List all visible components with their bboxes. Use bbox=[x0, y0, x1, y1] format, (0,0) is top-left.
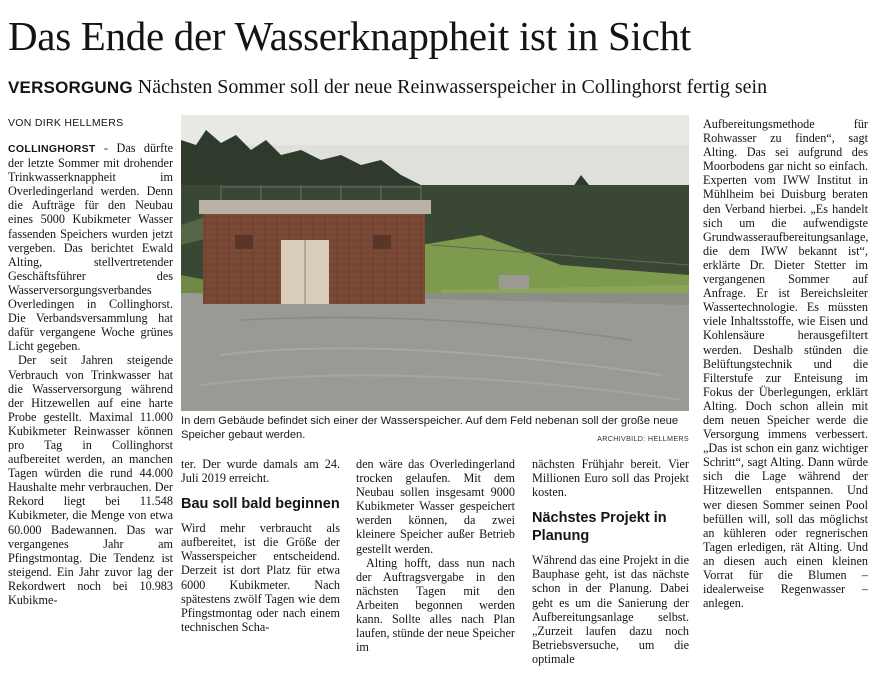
byline: VON DIRK HELLMERS bbox=[8, 117, 124, 129]
paragraph: Während das eine Projekt in die Bauphase geht, ist das nächste schon in der Planung. Dabei geht es um die Sanierung der Aufbereitungsanlage selbst. „Zurzeit laufen dazu noch Betriebsversuche, um die optimale bbox=[532, 553, 689, 666]
paragraph: den wäre das Overledingerland trocken gelaufen. Mit dem Neubau sollen insgesamt 9000 Kubikmeter Wasser gespeichert werden können, da zwei kleinere Speicher außer Betrieb gestellt werden. bbox=[356, 457, 515, 556]
paragraph: nächsten Frühjahr bereit. Vier Millionen Euro soll das Projekt kosten. bbox=[532, 457, 689, 500]
article-column-3 bbox=[356, 457, 515, 686]
paragraph: Der seit Jahren steigende Verbrauch von Trinkwasser hat die Wasserversorgung während der Hitzewellen auf eine harte Probe gestellt. Maximal 11.000 Kubikmeter Reinwasser können pro Tag in Collinghorst aufbereitet werden, an manchen Tagen würden die rund 44.000 Haushalte mehr verbrauchen. Der Rekord liegt bei 11.548 Kubikmeter, die Menge von etwa 60.000 Badewannen. Das war vergangenes Jahr am Pfingstmontag. Die Tendenz ist steigend. Ein Jahr zuvor lag der Rekordwert noch bei 10.983 Kubikme- bbox=[8, 353, 173, 607]
paragraph bbox=[8, 141, 173, 353]
subheadline-line bbox=[8, 74, 870, 101]
dateline: COLLINGHORST bbox=[8, 143, 96, 155]
paragraph: Alting hofft, dass nun nach der Auftragsvergabe in den nächsten Tagen mit den Arbeiten begonnen werden kann. Sollte alles nach Plan laufen, stünde der neue Speicher im bbox=[356, 555, 515, 655]
water-reservoir-building-photo bbox=[181, 115, 689, 411]
kicker: VERSORGUNG bbox=[8, 78, 133, 97]
section-heading: Nächstes Projekt in Planung bbox=[532, 510, 667, 545]
paragraph: Wird mehr verbraucht als aufbereitet, ist die Größe der Wasserspeicher entscheidend. Derzeit ist dort Platz für etwa 6000 Kubikmeter. Nach spätestens zwölf Tagen wie dem Pfingstmontag oder nach einem technischen Scha- bbox=[181, 521, 340, 634]
paragraph: ter. Der wurde damals am 24. Juli 2019 erreicht. bbox=[181, 457, 340, 486]
article-column-5 bbox=[703, 117, 868, 686]
subheadline: Nächsten Sommer soll der neue Reinwasserspeicher in Collinghorst fertig sein bbox=[137, 76, 768, 98]
article-photo bbox=[181, 115, 689, 411]
article-column-1 bbox=[8, 141, 173, 686]
article-column-2 bbox=[181, 457, 340, 686]
paragraph: Aufbereitungsmethode für Rohwasser zu finden“, sagt Alting. Das sei aufgrund des Moorbodens gar nicht so einfach. Experten vom IWW Institut in Mühlheim bei Duisburg beraten den Verband hierbei. „Es handelt sich um die aufwendigste Grundwasseraufbereitungsanlage, die dem IWW bekannt ist“, erklärte Dr. Dieter Stetter im vergangenen Sommer auf Anfrage. Er ist Bereichsleiter Wassertechnologie. Es müssten viele Inhaltsstoffe, wie Eisen und Kohlensäure herausgefiltert werden. Deshalb stünden die Belüftungstechnik und die Filterstufe zur Enteisung im Fokus der Überlegungen, erklärt Alting. Doch schon allein mit dem neuen Speicher werde die Versorgung immens verbessert. „Das ist schon ein ganz wichtiger Schritt“, sagt Alting. Dann würde sich die Lage während der Hitzewellen entspannen. Und wer diesen Sommer seinen Pool befüllen will, soll das möglichst an kühleren oder regnerischen Tagen erledigen, rät Alting. Und an diesen auch einen kleinen Vorrat für die Blumen – idealerweise Regenwasser – anlegen. bbox=[703, 117, 868, 611]
section-heading: Bau soll bald beginnen bbox=[181, 496, 340, 513]
paragraph-text: - Das dürfte der letzte Sommer mit drohender Trinkwasserknappheit im Overledingerland werden. Denn die Aufträge für den Neubau eines 5000 Kubikmeter Wasser fassenden Speichers wurden jetzt vergeben. Das berichtet Ewald Alting, stellvertretender Geschäftsführer des Wasserversorgungsverbandes Overledingen in Collinghorst. Die Verbandsversammlung hat dafür vergangene Woche grünes Licht gegeben. bbox=[8, 141, 173, 354]
photo-caption: In dem Gebäude befindet sich einer der Wasserspeicher. Auf dem Feld nebenan soll der große neue Speicher gebaut werden. bbox=[181, 415, 679, 441]
article-column-4 bbox=[532, 457, 689, 686]
headline: Das Ende der Wasserknappheit ist in Sicht bbox=[8, 13, 691, 59]
photo-credit: ARCHIVBILD: HELLMERS bbox=[597, 434, 689, 443]
